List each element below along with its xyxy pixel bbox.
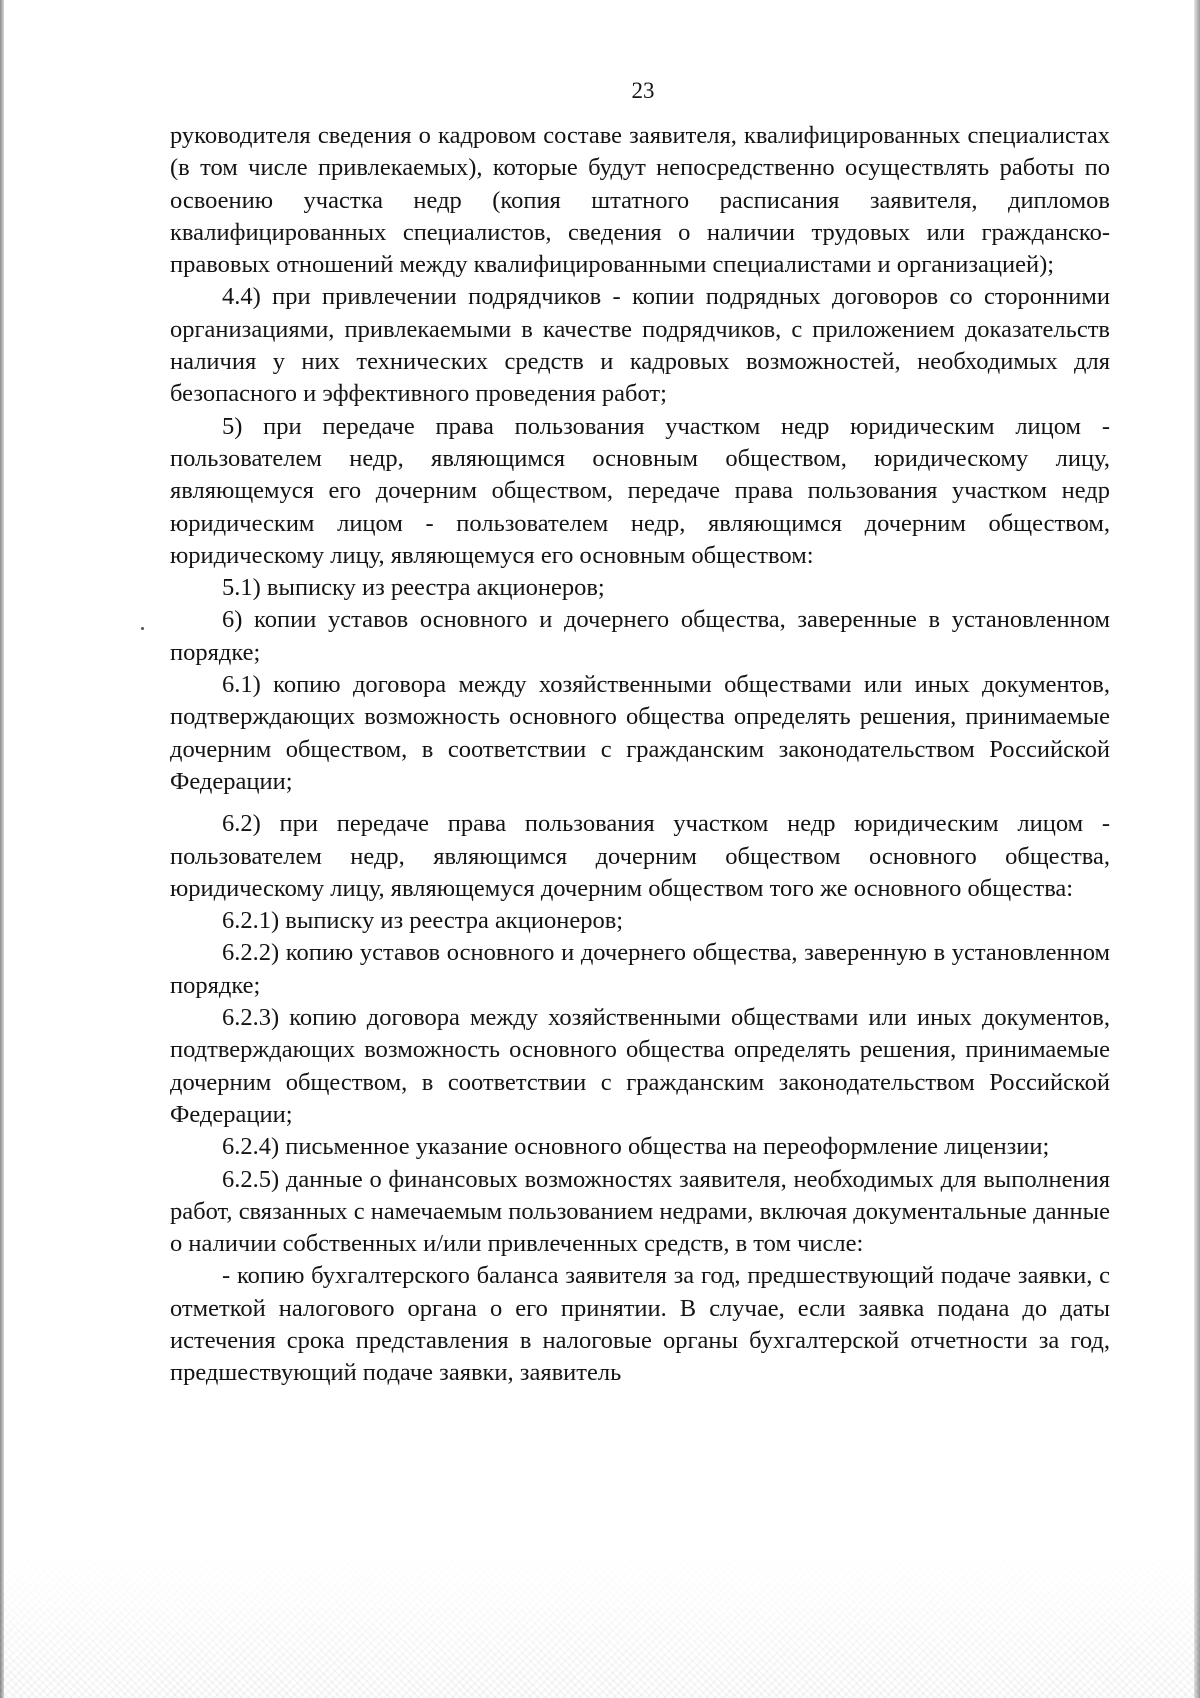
paragraph-6-2-3: 6.2.3) копию договора между хозяйственными обществами или иных документов, подтверждающих возможность основного общества определять решения, принимаемые дочерним обществом, в соответствии с гражданским законодательством Российской Федерации; (170, 1004, 1110, 1128)
paragraph-balance-copy: - копию бухгалтерского баланса заявителя за год, предшествующий подаче заявки, с отметкой налогового органа о его принятии. В случае, если заявка подана до даты истечения срока представления в налоговые органы бухгалтерской отчетности за год, предшествующий подаче заявки, заявитель (170, 1262, 1110, 1387)
paragraph-5-1: 5.1) выписку из реестра акционеров; (222, 574, 605, 602)
paragraph-6-1: 6.1) копию договора между хозяйственными обществами или иных документов, подтверждающих возможность основного общества определять решения, принимаемые дочерним обществом, в соответствии с гражданским законодательством Российской Федерации; (170, 671, 1110, 795)
paragraph-6-2-1: 6.2.1) выписку из реестра акционеров; (222, 907, 624, 935)
scan-edge-left (0, 0, 4, 1698)
paragraph-6-2-4: 6.2.4) письменное указание основного общества на переоформление лицензии; (222, 1133, 1050, 1161)
document-body (170, 120, 1110, 1390)
paragraph-6-2: 6.2) при передаче права пользования участком недр юридическим лицом - пользователем недр, являющимся дочерним обществом основного общества, юридическому лицу, являющемуся дочерним обществом того же основного общества: (170, 810, 1110, 902)
scan-texture-bottom (0, 1548, 1200, 1698)
page-number: 23 (631, 78, 655, 103)
paragraph-4-4: 4.4) при привлечении подрядчиков - копии подрядных договоров со сторонними организациями, привлекаемыми в качестве подрядчиков, с приложением доказательств наличия у них технических средств и кадровых возможностей, необходимых для безопасного и эффективного проведения работ; (170, 283, 1110, 408)
paragraph-6-2-2: 6.2.2) копию уставов основного и дочернего общества, заверенную в установленном порядке; (170, 939, 1110, 999)
paragraph-5: 5) при передаче права пользования участком недр юридическим лицом - пользователем недр, являющимся основным обществом, юридическому лицу, являющемуся его дочерним обществом, передаче права пользования участком недр юридическим лицом - пользователем недр, являющимся дочерним обществом, юридическому лицу, являющемуся его основным обществом: (170, 412, 1110, 569)
paragraph-6: 6) копии уставов основного и дочернего общества, заверенные в установленном порядке; (170, 606, 1110, 666)
paragraph-6-2-5: 6.2.5) данные о финансовых возможностях заявителя, необходимых для выполнения работ, связанных с намечаемым пользованием недрами, включая документальные данные о наличии собственных и/или привлеченных средств, в том числе: (170, 1165, 1110, 1258)
scan-speck (141, 627, 144, 630)
scan-edge-right (1194, 0, 1200, 1698)
paragraph-continuation: руководителя сведения о кадровом составе заявителя, квалифицированных специалистах (в том числе привлекаемых), которые будут непосредственно осуществлять работы по освоению участка недр (копия штатного расписания заявителя, дипломов квалифицированных специалистов, сведения о наличии трудовых или гражданско-правовых отношений между квалифицированными специалистами и организацией); (170, 122, 1110, 279)
